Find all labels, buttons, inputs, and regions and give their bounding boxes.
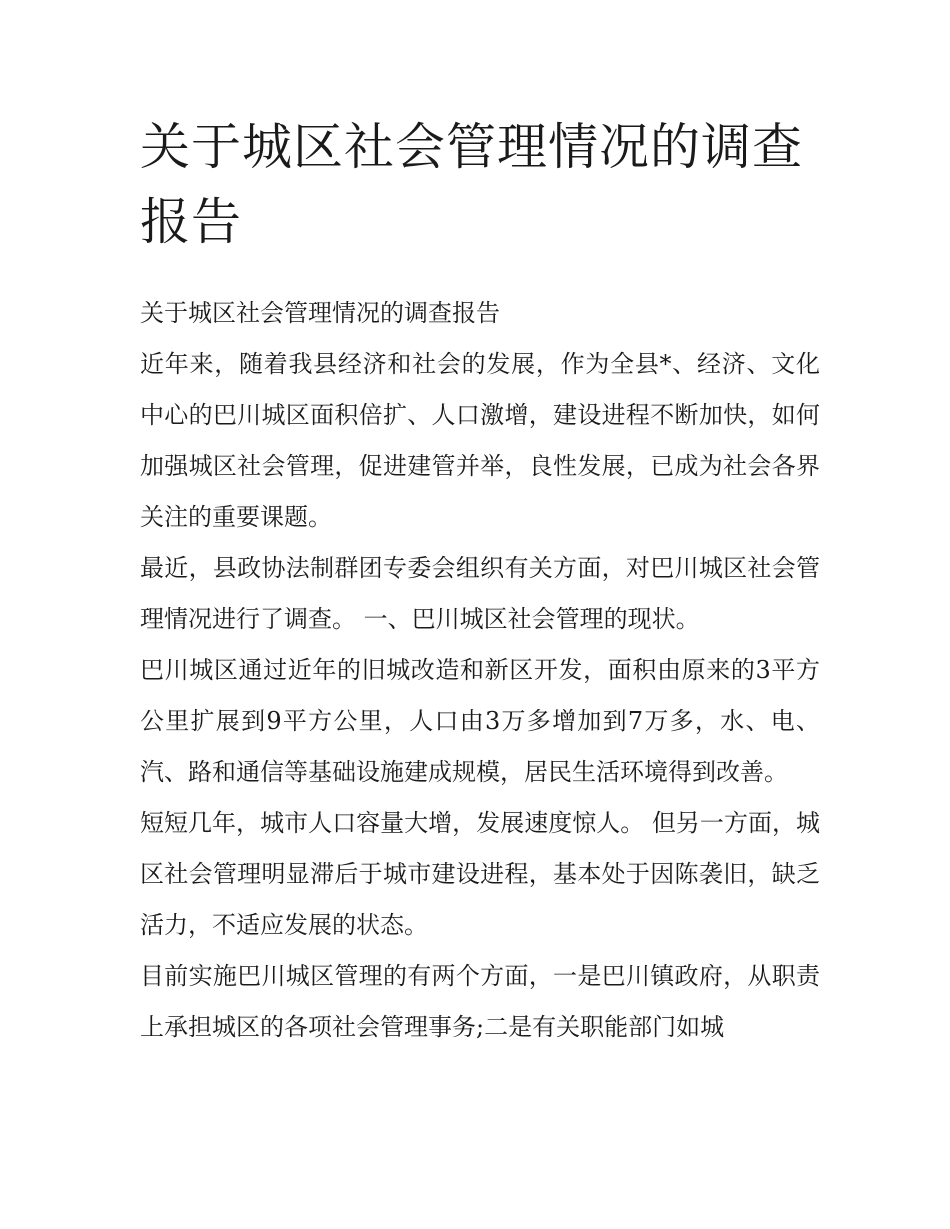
paragraph-growth: 短短几年，城市人口容量大增，发展速度惊人。 但另一方面，城区社会管理明显滞后于城市建设进程，基本处于因陈袭旧，缺乏活力，不适应发展的状态。 [140, 809, 820, 939]
paragraph-management: 目前实施巴川城区管理的有两个方面，一是巴川镇政府，从职责上承担城区的各项社会管理事务;二是有关职能部门如城 [140, 962, 820, 1041]
paragraph-intro: 近年来，随着我县经济和社会的发展，作为全县*、经济、文化中心的巴川城区面积倍扩、人口激增，建设进程不断加快，如何加强城区社会管理，促进建管并举，良性发展，已成为社会各界关注的重要课题。 [140, 350, 820, 531]
paragraph-subtitle: 关于城区社会管理情况的调查报告 [140, 299, 500, 327]
paragraph-survey: 最近，县政协法制群团专委会组织有关方面，对巴川城区社会管理情况进行了调查。 一、巴川城区社会管理的现状。 [140, 554, 820, 633]
document-title: 关于城区社会管理情况的调查报告 [140, 118, 803, 251]
paragraph-status: 巴川城区通过近年的旧城改造和新区开发，面积由原来的3平方公里扩展到9平方公里，人口由3万多增加到7万多，水、电、汽、路和通信等基础设施建成规模，居民生活环境得到改善。 [140, 656, 820, 786]
document-page [140, 110, 820, 1053]
